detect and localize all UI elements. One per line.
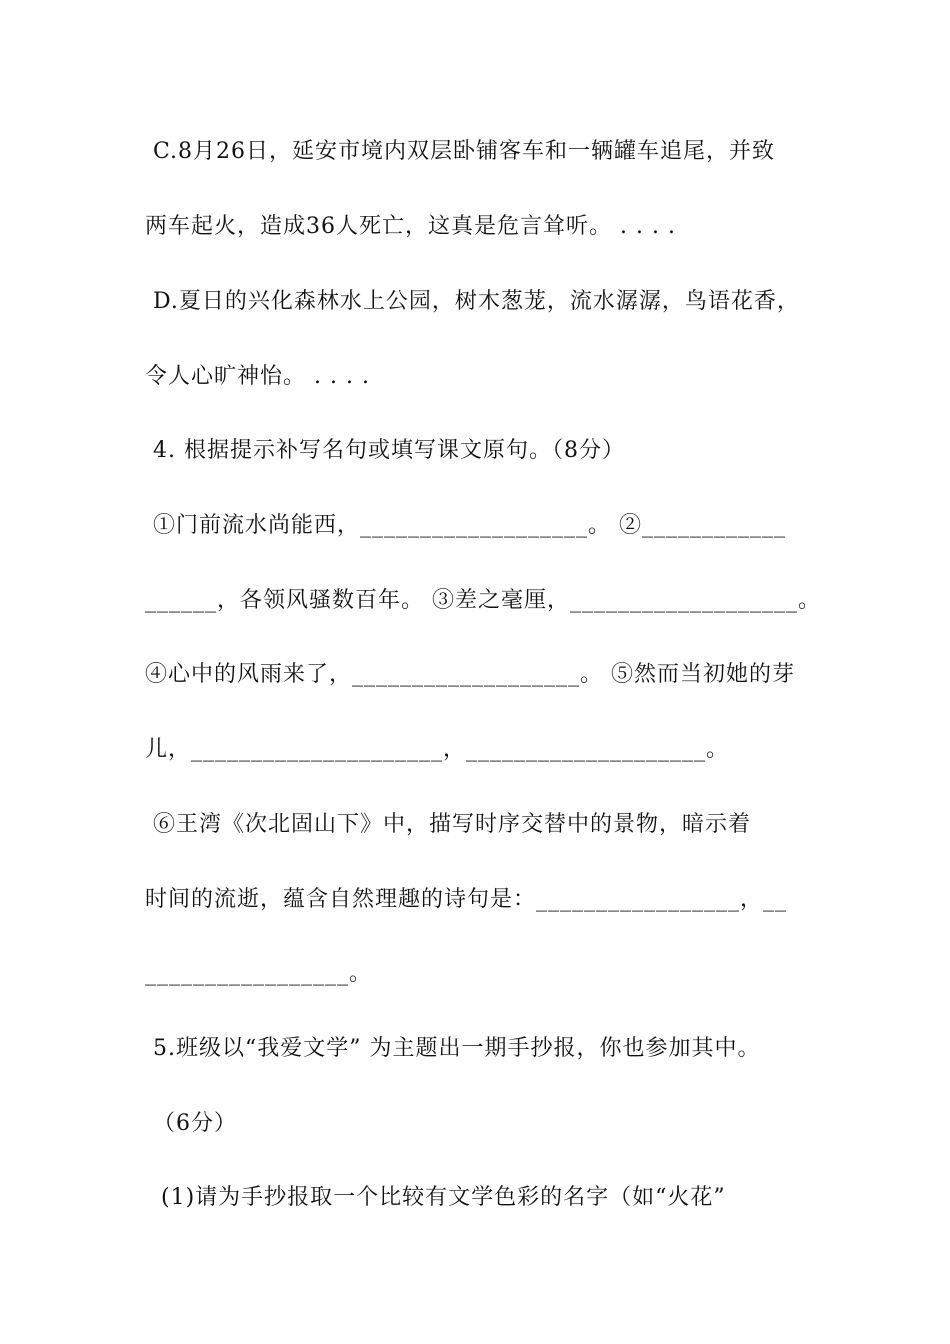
- question-4-line-7: _________________。: [145, 961, 373, 986]
- option-d-line-1: D.夏日的兴化森林水上公园，树木葱茏，流水潺潺，鸟语花香，: [145, 289, 800, 314]
- option-d-line-2: 令人心旷神怡。 . . . .: [145, 364, 370, 389]
- question-5-score: （6分）: [145, 1111, 237, 1136]
- option-c-line-1: C.8月26日，延安市境内双层卧铺客车和一辆罐车追尾，并致: [145, 139, 776, 164]
- question-4-title: 4. 根据提示补写名句或填写课文原句。（8分）: [145, 438, 625, 463]
- question-5-part-1: (1)请为手抄报取一个比较有文学色彩的名字（如“火花”: [145, 1185, 726, 1210]
- question-4-line-3: ④心中的风雨来了，___________________。 ⑤然而当初她的芽: [145, 662, 795, 687]
- question-4-line-2: ______，各领风骚数百年。 ③差之毫厘，___________________。: [145, 588, 821, 613]
- question-4-line-4: 儿，_____________________，____________________。: [145, 737, 730, 762]
- option-c-line-2: 两车起火，造成36人死亡，这真是危言耸听。 . . . .: [145, 214, 676, 239]
- question-4-line-1: ①门前流水尚能西，___________________。 ②____________: [145, 513, 786, 538]
- question-4-line-5: ⑥王湾《次北固山下》中，描写时序交替中的景物，暗示着: [145, 812, 751, 837]
- question-5-title: 5.班级以“我爱文学” 为主题出一期手抄报，你也参加其中。: [145, 1036, 761, 1061]
- question-4-line-6: 时间的流逝，蕴含自然理趣的诗句是：_________________，__: [145, 887, 788, 912]
